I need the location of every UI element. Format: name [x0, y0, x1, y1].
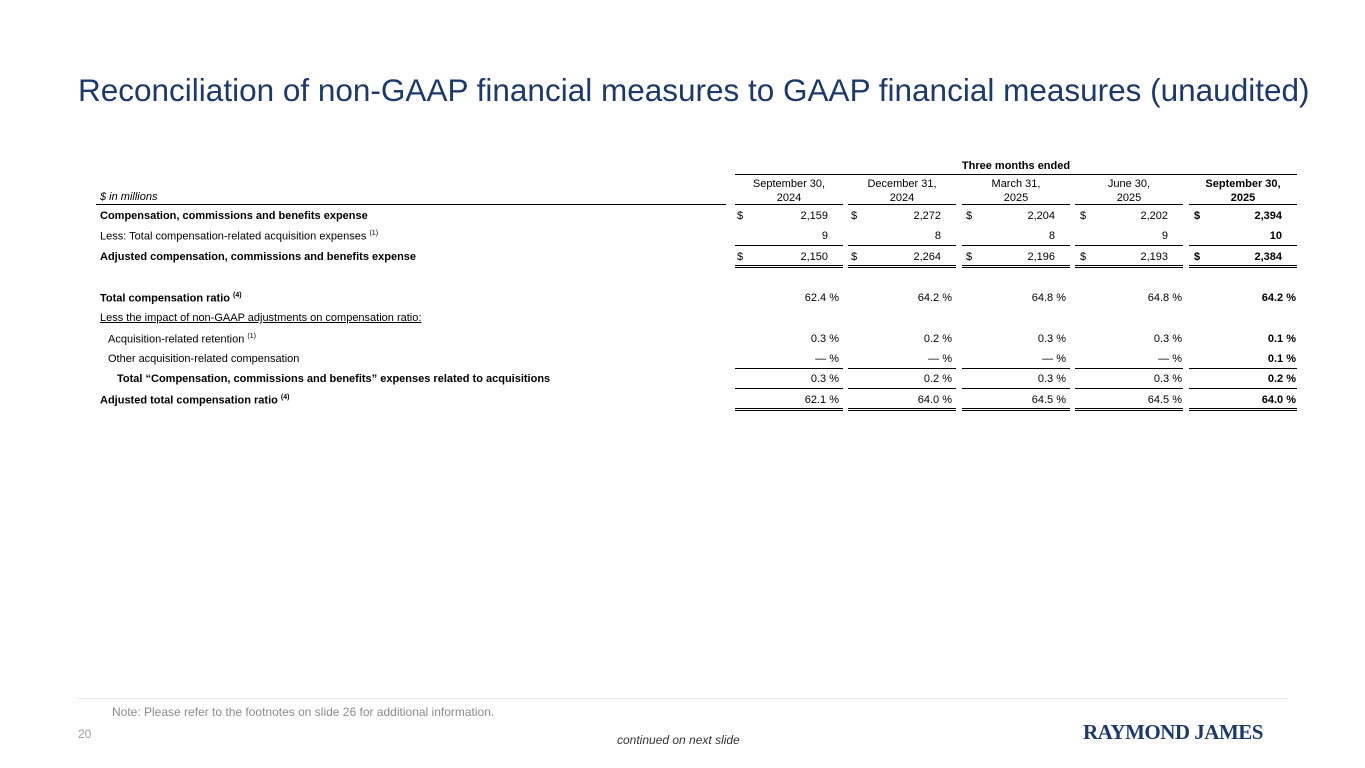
raymond-james-logo: RAYMOND JAMES: [1083, 720, 1263, 744]
table-cell: 2,204: [1027, 210, 1055, 222]
table-cell: 0.3 %: [810, 373, 839, 385]
table-cell: 0.3 %: [1153, 333, 1182, 345]
table-cell: 0.3 %: [1037, 373, 1066, 385]
header-rule: [848, 204, 956, 205]
column-header: [962, 177, 1070, 205]
table-cell: 8: [934, 230, 941, 242]
column-header-line1: December 31,: [867, 178, 937, 190]
currency-symbol: $: [966, 251, 973, 263]
subtotal-rule: [848, 368, 956, 369]
column-header-line2: 2025: [1003, 192, 1029, 204]
total-double-rule: [1189, 265, 1297, 268]
subtotal-rule: [1189, 245, 1297, 246]
row-label-total-ratio: Total compensation ratio $^{(4)}$: [100, 292, 242, 305]
table-cell: 2,394: [1254, 210, 1282, 222]
total-double-rule: [962, 265, 1070, 268]
column-header: [1189, 177, 1297, 205]
total-double-rule: [1189, 408, 1297, 411]
row-label-other-acq: Other acquisition-related compensation: [108, 353, 300, 365]
table-cell: 64.5 %: [1031, 394, 1066, 406]
footnote-marker: (4): [233, 292, 242, 299]
subtotal-rule: [1075, 388, 1183, 389]
group-header: Three months ended: [961, 160, 1071, 172]
group-header-rule: [735, 174, 1297, 175]
header-rule: [96, 204, 726, 205]
table-cell: — %: [1042, 353, 1066, 365]
currency-symbol: $: [1194, 251, 1201, 263]
total-double-rule: [735, 265, 843, 268]
currency-symbol: $: [966, 210, 973, 222]
total-double-rule: [1075, 408, 1183, 411]
table-cell: 2,202: [1140, 210, 1168, 222]
footnote-marker: (1): [369, 230, 379, 237]
table-cell: 64.5 %: [1147, 394, 1182, 406]
table-cell: 9: [1161, 230, 1168, 242]
subtotal-rule: [848, 388, 956, 389]
column-header-line2: 2024: [889, 192, 915, 204]
subtotal-rule: [1189, 388, 1297, 389]
page-number: 20: [78, 727, 92, 741]
currency-symbol: $: [1080, 210, 1087, 222]
currency-symbol: $: [1194, 210, 1201, 222]
continued-label: continued on next slide: [617, 733, 740, 747]
table-cell: 2,150: [800, 251, 828, 263]
column-header-line2: 2025: [1230, 192, 1256, 204]
table-cell: 62.4 %: [804, 292, 839, 304]
footnote-marker: (1): [247, 333, 256, 340]
row-label-acq-retention: Acquisition-related retention $^{(1)}$: [108, 333, 256, 346]
currency-symbol: $: [737, 251, 744, 263]
row-label-comp-expense: Compensation, commissions and benefits expense: [100, 210, 368, 222]
page-title: Reconciliation of non-GAAP financial measures to GAAP financial measures (unaudited): [78, 72, 1310, 108]
table-cell: 62.1 %: [804, 394, 839, 406]
header-rule: [735, 204, 843, 205]
footer-divider: [78, 698, 1288, 699]
column-header-line1: June 30,: [1107, 178, 1151, 190]
column-header: [848, 177, 956, 205]
header-rule: [1189, 204, 1297, 205]
table-cell: 0.1 %: [1267, 353, 1296, 365]
table-cell: 0.1 %: [1267, 333, 1296, 345]
header-rule: [962, 204, 1070, 205]
footnote-marker: (4): [280, 394, 290, 401]
table-cell: — %: [815, 353, 839, 365]
table-cell: 8: [1048, 230, 1055, 242]
table-cell: 64.0 %: [917, 394, 952, 406]
total-double-rule: [848, 408, 956, 411]
subtotal-rule: [1189, 368, 1297, 369]
table-cell: — %: [928, 353, 952, 365]
subtotal-rule: [848, 245, 956, 246]
table-cell: 64.2 %: [917, 292, 952, 304]
subtotal-rule: [735, 245, 843, 246]
total-double-rule: [735, 408, 843, 411]
table-cell: 64.8 %: [1031, 292, 1066, 304]
table-cell: 2,272: [913, 210, 941, 222]
table-cell: 2,384: [1254, 251, 1282, 263]
table-cell: 64.2 %: [1261, 292, 1296, 304]
subtotal-rule: [1075, 245, 1183, 246]
column-header: [735, 177, 843, 205]
column-header-line1: March 31,: [991, 178, 1041, 190]
subtotal-rule: [962, 388, 1070, 389]
table-cell: 2,264: [913, 251, 941, 263]
column-header-line1: September 30,: [752, 178, 826, 190]
table-cell: — %: [1158, 353, 1182, 365]
row-label-total-acq: Total “Compensation, commissions and benefits” expenses related to acquisitions: [117, 373, 551, 385]
column-header: [1075, 177, 1183, 205]
table-cell: 0.3 %: [810, 333, 839, 345]
units-label: $ in millions: [100, 191, 158, 203]
currency-symbol: $: [851, 210, 858, 222]
header-rule: [1075, 204, 1183, 205]
total-double-rule: [1075, 265, 1183, 268]
table-cell: 64.8 %: [1147, 292, 1182, 304]
column-header-line1: September 30,: [1205, 178, 1281, 190]
table-cell: 0.2 %: [923, 373, 952, 385]
table-cell: 10: [1269, 230, 1282, 242]
table-cell: 2,193: [1140, 251, 1168, 263]
table-cell: 0.3 %: [1153, 373, 1182, 385]
table-cell: 0.2 %: [923, 333, 952, 345]
table-cell: 64.0 %: [1261, 394, 1296, 406]
table-cell: 2,196: [1027, 251, 1055, 263]
footnote-note: Note: Please refer to the footnotes on slide 26 for additional information.: [112, 705, 495, 719]
row-label-adj-comp: Adjusted compensation, commissions and benefits expense: [100, 251, 417, 263]
total-double-rule: [848, 265, 956, 268]
row-label-less-acq: Less: Total compensation-related acquisition expenses $^{(1)}$: [100, 230, 379, 243]
subtotal-rule: [962, 368, 1070, 369]
table-cell: 0.3 %: [1037, 333, 1066, 345]
table-cell: 2,159: [800, 210, 828, 222]
total-double-rule: [962, 408, 1070, 411]
row-label-adj-ratio: Adjusted total compensation ratio $^{(4)}$: [100, 394, 290, 407]
currency-symbol: $: [851, 251, 858, 263]
column-header-line2: 2024: [776, 192, 802, 204]
currency-symbol: $: [737, 210, 744, 222]
currency-symbol: $: [1080, 251, 1087, 263]
subtotal-rule: [735, 368, 843, 369]
column-header-line2: 2025: [1116, 192, 1142, 204]
subtotal-rule: [962, 245, 1070, 246]
row-label-less-impact: Less the impact of non-GAAP adjustments on compensation ratio:: [100, 312, 422, 324]
subtotal-rule: [1075, 368, 1183, 369]
table-cell: 9: [821, 230, 828, 242]
table-cell: 0.2 %: [1267, 373, 1296, 385]
subtotal-rule: [735, 388, 843, 389]
